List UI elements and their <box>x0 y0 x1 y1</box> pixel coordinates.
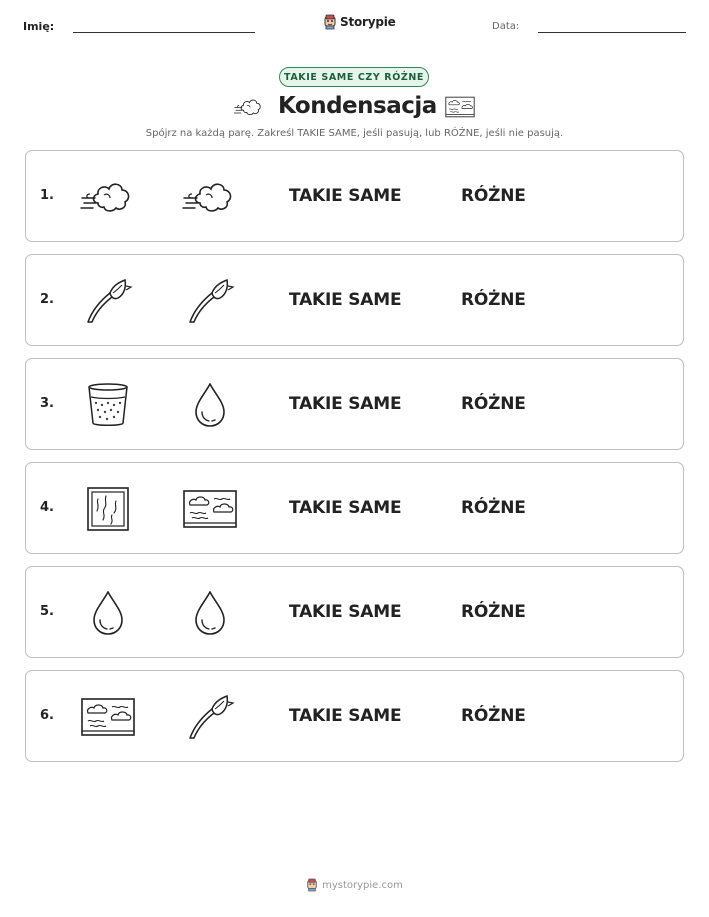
question-number: 1. <box>40 188 54 203</box>
question-number: 2. <box>40 292 54 307</box>
steam-cloud-icon <box>182 175 238 219</box>
question-number: 6. <box>40 708 54 723</box>
cloud-picture-icon <box>444 95 476 119</box>
different-option[interactable]: RÓŻNE <box>461 394 526 414</box>
different-option[interactable]: RÓŻNE <box>461 498 526 518</box>
different-option[interactable]: RÓŻNE <box>461 602 526 622</box>
cloud-picture-icon <box>80 695 136 739</box>
same-option[interactable]: TAKIE SAME <box>289 602 402 622</box>
name-label: Imię: <box>23 20 55 33</box>
question-number: 5. <box>40 604 54 619</box>
same-option[interactable]: TAKIE SAME <box>289 498 402 518</box>
question-row <box>25 150 684 242</box>
leaf-drop-icon <box>182 695 238 739</box>
storypie-mascot-icon <box>306 878 318 892</box>
footer-url: mystorypie.com <box>322 879 403 891</box>
instructions: Spójrz na każdą parę. Zakreśl TAKIE SAME, jeśli pasują, lub RÓŻNE, jeśli nie pasują. <box>145 128 564 139</box>
footer <box>0 878 709 892</box>
question-row <box>25 358 684 450</box>
cloud-picture-icon <box>182 487 238 531</box>
different-option[interactable]: RÓŻNE <box>461 186 526 206</box>
question-row <box>25 254 684 346</box>
title-row <box>0 92 709 122</box>
worksheet-badge: TAKIE SAME CZY RÓŻNE <box>279 67 429 87</box>
brand-logo <box>323 14 396 30</box>
steam-cloud-icon <box>80 175 136 219</box>
storypie-mascot-icon <box>323 14 337 30</box>
question-row <box>25 566 684 658</box>
question-row <box>25 462 684 554</box>
water-drop-icon <box>182 591 238 635</box>
name-field[interactable] <box>73 32 255 33</box>
foggy-window-icon <box>80 487 136 531</box>
leaf-drop-icon <box>182 279 238 323</box>
same-option[interactable]: TAKIE SAME <box>289 186 402 206</box>
same-option[interactable]: TAKIE SAME <box>289 706 402 726</box>
different-option[interactable]: RÓŻNE <box>461 290 526 310</box>
date-label: Data: <box>492 21 520 32</box>
header <box>23 15 686 38</box>
question-row <box>25 670 684 762</box>
different-option[interactable]: RÓŻNE <box>461 706 526 726</box>
leaf-drop-icon <box>80 279 136 323</box>
water-drop-icon <box>182 383 238 427</box>
brand-name: Storypie <box>340 15 396 29</box>
question-number: 3. <box>40 396 54 411</box>
water-drop-icon <box>80 591 136 635</box>
steam-cloud-icon <box>233 95 265 119</box>
same-option[interactable]: TAKIE SAME <box>289 290 402 310</box>
question-number: 4. <box>40 500 54 515</box>
page-title: Kondensacja <box>278 93 437 119</box>
same-option[interactable]: TAKIE SAME <box>289 394 402 414</box>
date-field[interactable] <box>538 32 686 33</box>
cold-glass-icon <box>80 383 136 427</box>
